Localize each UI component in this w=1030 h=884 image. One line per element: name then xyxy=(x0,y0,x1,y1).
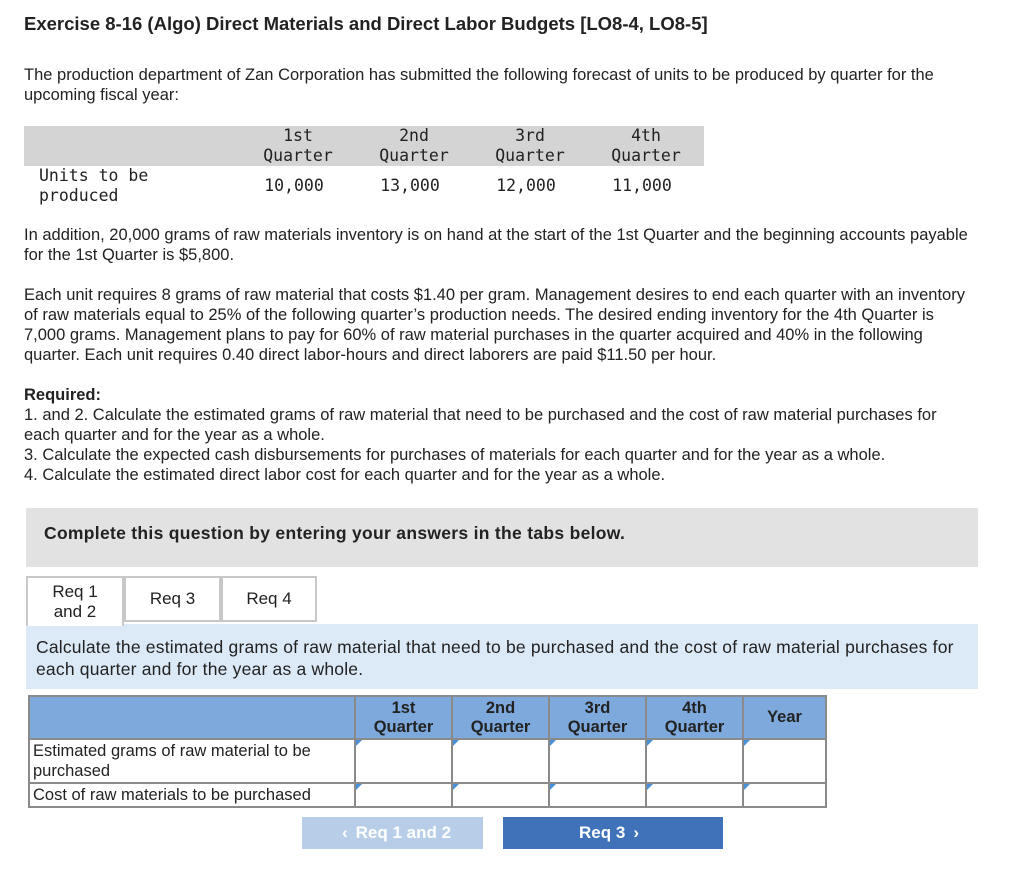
next-req-label: Req 3 xyxy=(579,823,626,842)
answer-header-year: Year xyxy=(743,696,826,739)
table-row xyxy=(29,739,826,783)
forecast-header-q1: 1st Quarter xyxy=(263,126,333,165)
tab-req-1-and-2[interactable] xyxy=(26,576,124,626)
required-section xyxy=(24,385,974,485)
forecast-value-q4: 11,000 xyxy=(612,176,672,195)
answer-header-q1: 1st Quarter xyxy=(355,696,452,739)
forecast-row-label: Units to be produced xyxy=(39,166,149,205)
page-title: Exercise 8-16 (Algo) Direct Materials and Direct Labor Budgets [LO8-4, LO8-5] xyxy=(24,13,708,34)
tab-req-4[interactable] xyxy=(221,576,317,622)
forecast-value-q3: 12,000 xyxy=(496,176,556,195)
cost-q4-input[interactable] xyxy=(646,783,743,807)
grams-q2-input[interactable] xyxy=(452,739,549,783)
chevron-left-icon: ‹ xyxy=(341,823,348,842)
table-row xyxy=(29,783,826,807)
cost-q3-input[interactable] xyxy=(549,783,646,807)
forecast-value-q2: 13,000 xyxy=(380,176,440,195)
prev-req-label: Req 1 and 2 xyxy=(355,823,452,842)
required-item-3: 3. Calculate the expected cash disbursements for purchases of materials for each quarter and for the year as a whole. xyxy=(24,446,886,464)
tab-req-1-and-2-label-line1: Req 1 xyxy=(52,582,98,601)
intro-text: The production department of Zan Corporation has submitted the following forecast of units to be produced by quarter for the upcoming fiscal year: xyxy=(24,66,934,104)
tab-req-3[interactable] xyxy=(124,576,221,622)
grams-q4-input[interactable] xyxy=(646,739,743,783)
required-heading: Required: xyxy=(24,386,102,404)
grams-q3-input[interactable] xyxy=(549,739,646,783)
inventory-paragraph: In addition, 20,000 grams of raw materials inventory is on hand at the start of the 1st Quarter and the beginning accounts payable for the 1st Quarter is $5,800. xyxy=(24,226,968,264)
required-item-1-2: 1. and 2. Calculate the estimated grams of raw material that need to be purchased and the cost of raw material purchases for each quarter and for the year as a whole. xyxy=(24,406,937,444)
prev-req-button xyxy=(302,817,483,849)
forecast-header-q3: 3rd Quarter xyxy=(495,126,565,165)
next-req-button[interactable] xyxy=(503,817,723,849)
answer-header-q3: 3rd Quarter xyxy=(549,696,646,739)
cost-q2-input[interactable] xyxy=(452,783,549,807)
grams-q1-input[interactable] xyxy=(355,739,452,783)
assumptions-paragraph: Each unit requires 8 grams of raw material that costs $1.40 per gram. Management desires to end each quarter with an inventory of raw materials equal to 25% of the following quarter’s production needs. The desired ending inventory for the 4th Quarter is 7,000 grams. Management plans to pay for 60% of raw material purchases in the quarter acquired and 40% in the following quarter. Each unit requires 0.40 direct labor-hours and direct laborers are paid $11.50 per hour. xyxy=(24,286,965,364)
row-label-cost: Cost of raw materials to be purchased xyxy=(29,783,355,807)
instructions-banner: Complete this question by entering your answers in the tabs below. xyxy=(26,508,978,567)
forecast-header-q2: 2nd Quarter xyxy=(379,126,449,165)
required-item-4: 4. Calculate the estimated direct labor cost for each quarter and for the year as a whole. xyxy=(24,466,666,484)
answer-header-q2: 2nd Quarter xyxy=(452,696,549,739)
answer-table xyxy=(28,695,827,808)
cost-year-input[interactable] xyxy=(743,783,826,807)
chevron-right-icon: › xyxy=(633,823,639,842)
tab-req-1-and-2-label-line2: and 2 xyxy=(53,602,97,621)
tab-instruction: Calculate the estimated grams of raw material that need to be purchased and the cost of raw material purchases for each quarter and for the year as a whole. xyxy=(26,624,978,689)
cost-q1-input[interactable] xyxy=(355,783,452,807)
answer-table-header-row xyxy=(29,696,826,739)
row-label-grams: Estimated grams of raw material to be purchased xyxy=(29,739,355,783)
grams-year-input[interactable] xyxy=(743,739,826,783)
forecast-header-q4: 4th Quarter xyxy=(611,126,681,165)
answer-table-header-blank xyxy=(29,696,355,739)
forecast-value-q1: 10,000 xyxy=(264,176,324,195)
tab-req-4-label: Req 4 xyxy=(246,589,292,608)
answer-header-q4: 4th Quarter xyxy=(646,696,743,739)
tab-req-3-label: Req 3 xyxy=(149,589,196,608)
